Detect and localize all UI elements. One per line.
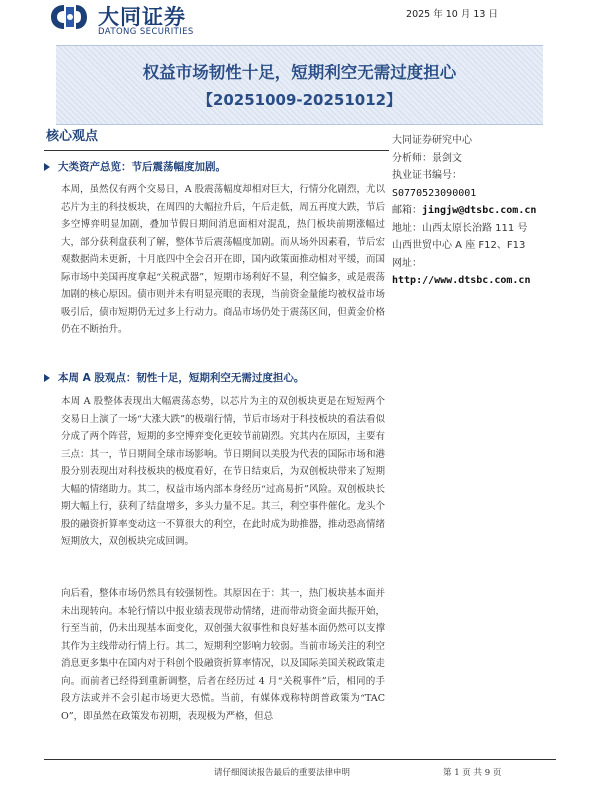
bullet-text: 大类资产总览：节后震荡幅度加剧。	[58, 161, 226, 173]
institute-name: 大同证券研究中心	[392, 135, 472, 146]
report-date: 2025 年 10 月 13 日	[406, 9, 498, 20]
analyst-sidebar	[392, 132, 562, 290]
cert-label: 执业证书编号：	[392, 170, 462, 181]
title-banner	[56, 45, 543, 125]
website-label: 网址：	[392, 257, 422, 269]
bullet-asset-overview	[44, 159, 226, 174]
address-row	[392, 220, 562, 238]
paragraph: 本周，虽然仅有两个交易日，A 股震荡幅度却相对巨大，行情分化剧烈，尤以芯片为主的科技板块，在周四的大幅拉升后，午后走低，周五再度大跌，节后多空博弈明显加剧，叠加节假日期间消息面相对混乱，热门板块前期涨幅过大，部分获利盘获利了解，整体节后震荡幅度加剧。而从场外因素看，节后宏观数据尚未更新，十月底四中全会召开在即，国内政策面推动相对平缓，而国际市场中美国再度拿起“关税武器”，短期市场利好不显，利空偏多，或是震荡加剧的核心原因。债市则并未有明显亮眼的表现，当前资金量能均被权益市场吸引后，债市短期仍无过多上行动力。商品市场仍处于震荡区间，但黄金价格仍在不断抬升。	[61, 184, 385, 335]
bullet-text: 本周 A 股观点：韧性十足，短期利空无需过度担心。	[58, 372, 305, 384]
page-number: 第 1 页 共 9 页	[443, 768, 502, 778]
analyst-name: 景剑文	[432, 152, 462, 164]
email-link[interactable]: jingjw@dtsbc.com.cn	[422, 205, 537, 216]
analyst-label: 分析师：	[392, 152, 432, 164]
paragraph: 向后看，整体市场仍然具有较强韧性。其原因在于：其一，热门板块基本面并未出现转向。本轮行情以中报业绩表现带动情绪，进而带动资金面共振开始，行至当前，仍未出现基本面变化，双创强大叙事性和良好基本面仍然可以支撑其作为主线带动行情上行。其二，短期利空影响力较弱。当前市场关注的利空消息更多集中在国内对于科创个股融资折算率情况，以及国际美国关税政策走向。而前者已经得到重新调整，后者在经历过 4 月“关税事件”后，相同的手段方法或并不会引起市场更大恐慌。当前，有媒体戏称特朗普政策为“TACO”，即虽然在政策发布初期，表现极为严格，但总	[61, 588, 385, 722]
footer-divider	[44, 759, 556, 760]
brand-name-cn: 大同证券	[98, 5, 186, 29]
legal-notice: 请仔细阅读报告最后的重要法律申明	[214, 768, 351, 778]
report-title: 权益市场韧性十足，短期利空无需过度担心	[142, 63, 457, 82]
report-date-range: 【20251009-20251012】	[197, 91, 402, 109]
paragraph: 本周 A 股整体表现出大幅震荡态势，以芯片为主的双创板块更是在短短两个交易日上演了一场“大涨大跌”的极端行情，节后市场对于科技板块的看法看似分成了两个阵营，短期的多空博弈变化更较节前剧烈。究其内在原因，主要有三点：其一，节日期间全球市场影响。节日期间以美股为代表的国际市场和港股分别表现出对科技板块的极度看好，在节日结束后，为双创板块带来了短期大幅的情绪助力。其二，权益市场内部本身经历“过高易折”风险。双创板块长期大幅上行，获利了结盘增多，多头力量不足。其三，利空事件催化。龙头个股的融资折算率变动这一不算很大的利空，在此时成为助推器，推动恐高情绪短期放大，双创板块完成回调。	[61, 396, 385, 547]
datong-logo-icon	[50, 3, 88, 31]
bullet-arrow-icon	[44, 163, 50, 171]
address-line-1: 山西太原长治路 111 号	[422, 222, 528, 234]
email-label: 邮箱：	[392, 205, 422, 216]
address-label: 地址：	[392, 222, 422, 234]
bullet-a-share-view	[44, 370, 304, 385]
website-link[interactable]: http://www.dtsbc.com.cn	[392, 275, 531, 286]
bullet-arrow-icon	[44, 374, 50, 382]
cert-number: S0770523090001	[392, 187, 477, 199]
section-heading-core-views: 核心观点	[46, 129, 99, 144]
brand-name-en: DATONG SECURITIES	[98, 27, 194, 37]
analyst-row	[392, 150, 562, 168]
email-row	[392, 202, 562, 220]
address-line-2: 山西世贸中心 A 座 F12、F13	[392, 240, 526, 251]
main-content	[44, 150, 389, 771]
